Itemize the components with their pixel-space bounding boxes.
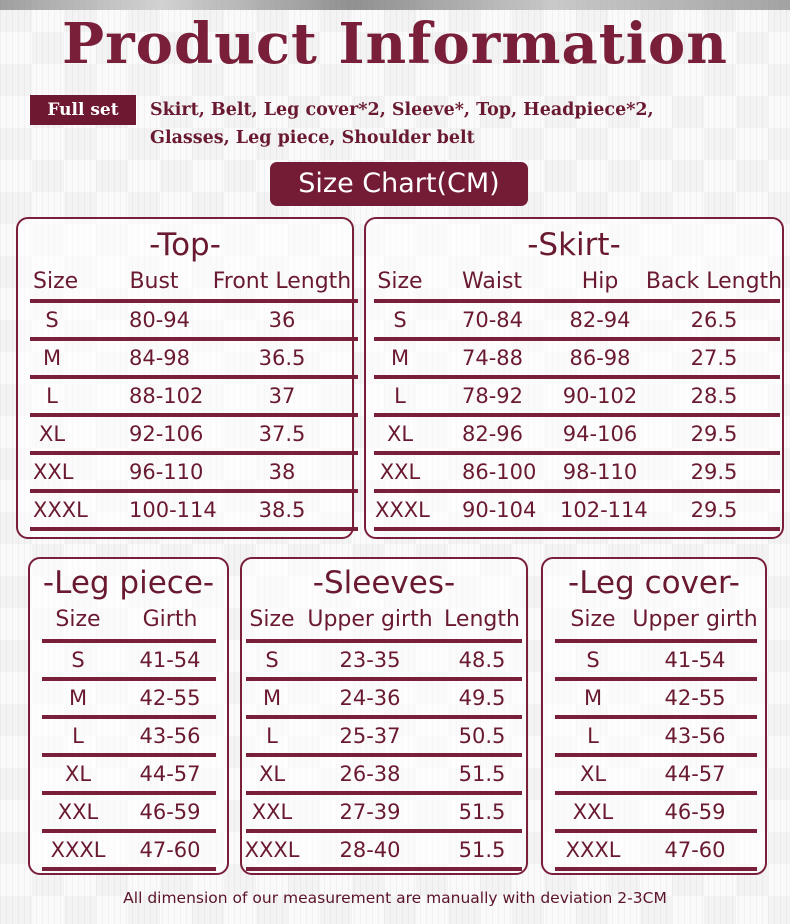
value-cell: 82-96 (462, 422, 524, 446)
value-cell: 51.5 (458, 838, 506, 862)
table-row (30, 643, 227, 677)
size-cell: S (265, 648, 279, 672)
table-row (242, 795, 526, 829)
size-cell: XXXL (50, 838, 106, 862)
value-cell: 78-92 (462, 384, 524, 408)
row-divider (30, 527, 358, 531)
skirt-column-header: Waist (462, 269, 523, 294)
sleeves-header-row (242, 603, 526, 637)
size-cell: M (262, 686, 282, 710)
value-cell: 84-98 (129, 346, 191, 370)
leg-cover-column-header: Size (570, 607, 616, 632)
table-row (366, 455, 782, 489)
fullset-items: Skirt, Belt, Leg cover*2, Sleeve*, Top, Headpiece*2, Glasses, Leg piece, Shoulder belt (150, 100, 654, 148)
table-row (366, 493, 782, 527)
value-cell: 46-59 (139, 800, 201, 824)
value-cell: 24-36 (339, 686, 401, 710)
skirt-column-header: Back Length (645, 269, 783, 294)
table-row (242, 833, 526, 867)
size-cell: XXXL (244, 838, 300, 862)
table-row (242, 757, 526, 791)
size-cell: XXL (251, 800, 293, 824)
value-cell: 23-35 (339, 648, 401, 672)
sleeves-column-header: Length (444, 607, 520, 632)
table-row (543, 643, 765, 677)
top-column-header: Size (33, 269, 79, 294)
value-cell: 29.5 (690, 422, 738, 446)
leg-piece-header-row (30, 603, 227, 637)
top-size-table (16, 217, 354, 539)
value-cell: 26.5 (690, 308, 738, 332)
table-row (366, 417, 782, 451)
leg-piece-table-title: -Leg piece- (42, 565, 215, 601)
table-row (30, 833, 227, 867)
leg-cover-size-table (541, 557, 767, 875)
value-cell: 74-88 (462, 346, 524, 370)
value-cell: 36.5 (258, 346, 306, 370)
row-divider (42, 867, 216, 871)
size-cell: S (393, 308, 407, 332)
value-cell: 92-106 (129, 422, 204, 446)
size-cell: XL (386, 422, 414, 446)
table-row (30, 719, 227, 753)
value-cell: 29.5 (690, 498, 738, 522)
table-row (543, 795, 765, 829)
value-cell: 26-38 (339, 762, 401, 786)
value-cell: 49.5 (458, 686, 506, 710)
value-cell: 94-106 (562, 422, 638, 446)
sleeves-column-header: Upper girth (307, 607, 433, 632)
table-row (242, 719, 526, 753)
sleeves-table-title: -Sleeves- (312, 565, 456, 601)
table-row (242, 643, 526, 677)
size-cell: L (46, 384, 58, 408)
size-cell: XL (258, 762, 286, 786)
size-cell: L (72, 724, 84, 748)
top-column-header: Front Length (212, 269, 352, 294)
value-cell: 41-54 (664, 648, 726, 672)
table-row (366, 379, 782, 413)
table-row (366, 303, 782, 337)
size-cell: XL (38, 422, 66, 446)
value-cell: 47-60 (139, 838, 201, 862)
measurement-note: All dimension of our measurement are manually with deviation 2-3CM (123, 889, 667, 907)
top-header-row (18, 265, 352, 299)
value-cell: 41-54 (139, 648, 201, 672)
table-row (543, 681, 765, 715)
size-cell: L (266, 724, 278, 748)
size-cell: L (394, 384, 406, 408)
value-cell: 38.5 (258, 498, 306, 522)
value-cell: 43-56 (664, 724, 726, 748)
value-cell: 98-110 (562, 460, 638, 484)
value-cell: 27-39 (339, 800, 401, 824)
skirt-column-header: Size (377, 269, 423, 294)
size-cell: XXL (379, 460, 421, 484)
value-cell: 86-98 (569, 346, 631, 370)
skirt-table-title: -Skirt- (527, 227, 621, 263)
table-row (18, 303, 352, 337)
value-cell: 27.5 (690, 346, 738, 370)
size-cell: XXL (572, 800, 614, 824)
value-cell: 37.5 (258, 422, 306, 446)
value-cell: 42-55 (664, 686, 726, 710)
value-cell: 50.5 (458, 724, 506, 748)
top-table-title: -Top- (149, 227, 221, 263)
size-cell: XXXL (565, 838, 621, 862)
size-cell: S (71, 648, 85, 672)
size-cell: M (42, 346, 62, 370)
size-cell: XXL (33, 460, 74, 484)
leg-piece-column-header: Size (55, 607, 101, 632)
value-cell: 44-57 (664, 762, 726, 786)
size-cell: M (68, 686, 88, 710)
leg-piece-column-header: Girth (142, 607, 198, 632)
skirt-size-table (364, 217, 784, 539)
sleeves-column-header: Size (249, 607, 295, 632)
size-chart-banner: Size Chart(CM) (270, 162, 528, 206)
page-title: Product Information (62, 11, 728, 77)
size-cell: XL (579, 762, 607, 786)
leg-piece-size-table (28, 557, 229, 875)
value-cell: 90-104 (462, 498, 537, 522)
table-row (242, 681, 526, 715)
table-row (30, 681, 227, 715)
size-cell: M (390, 346, 410, 370)
size-cell: L (587, 724, 599, 748)
value-cell: 82-94 (569, 308, 631, 332)
size-cell: XL (64, 762, 92, 786)
value-cell: 48.5 (458, 648, 506, 672)
value-cell: 28-40 (339, 838, 401, 862)
row-divider (555, 867, 757, 871)
row-divider (246, 867, 522, 871)
sleeves-size-table (240, 557, 528, 875)
table-row (543, 719, 765, 753)
value-cell: 44-57 (139, 762, 201, 786)
skirt-header-row (366, 265, 782, 299)
size-cell: S (586, 648, 600, 672)
value-cell: 100-114 (129, 498, 217, 522)
table-row (18, 455, 352, 489)
value-cell: 42-55 (139, 686, 201, 710)
leg-cover-header-row (543, 603, 765, 637)
size-cell: S (45, 308, 59, 332)
value-cell: 28.5 (690, 384, 738, 408)
leg-cover-table-title: -Leg cover- (568, 565, 740, 601)
value-cell: 25-37 (339, 724, 401, 748)
row-divider (374, 527, 780, 531)
table-row (366, 341, 782, 375)
size-cell: XXXL (33, 498, 88, 522)
table-row (18, 379, 352, 413)
value-cell: 43-56 (139, 724, 201, 748)
table-row (543, 833, 765, 867)
fullset-badge: Full set (30, 95, 136, 125)
table-row (543, 757, 765, 791)
top-column-header: Bust (129, 269, 179, 294)
table-row (18, 493, 352, 527)
size-cell: XXL (57, 800, 99, 824)
value-cell: 70-84 (462, 308, 524, 332)
value-cell: 86-100 (462, 460, 537, 484)
leg-cover-column-header: Upper girth (632, 607, 758, 632)
table-row (30, 795, 227, 829)
table-row (18, 417, 352, 451)
value-cell: 46-59 (664, 800, 726, 824)
value-cell: 51.5 (458, 762, 506, 786)
value-cell: 29.5 (690, 460, 738, 484)
value-cell: 38 (268, 460, 296, 484)
value-cell: 96-110 (129, 460, 204, 484)
size-cell: M (583, 686, 603, 710)
value-cell: 88-102 (129, 384, 204, 408)
skirt-column-header: Hip (581, 269, 619, 294)
value-cell: 51.5 (458, 800, 506, 824)
size-cell: XXXL (375, 498, 430, 522)
value-cell: 80-94 (129, 308, 191, 332)
table-row (30, 757, 227, 791)
value-cell: 102-114 (560, 498, 648, 522)
value-cell: 36 (268, 308, 296, 332)
value-cell: 90-102 (562, 384, 638, 408)
value-cell: 37 (268, 384, 296, 408)
value-cell: 47-60 (664, 838, 726, 862)
table-row (18, 341, 352, 375)
